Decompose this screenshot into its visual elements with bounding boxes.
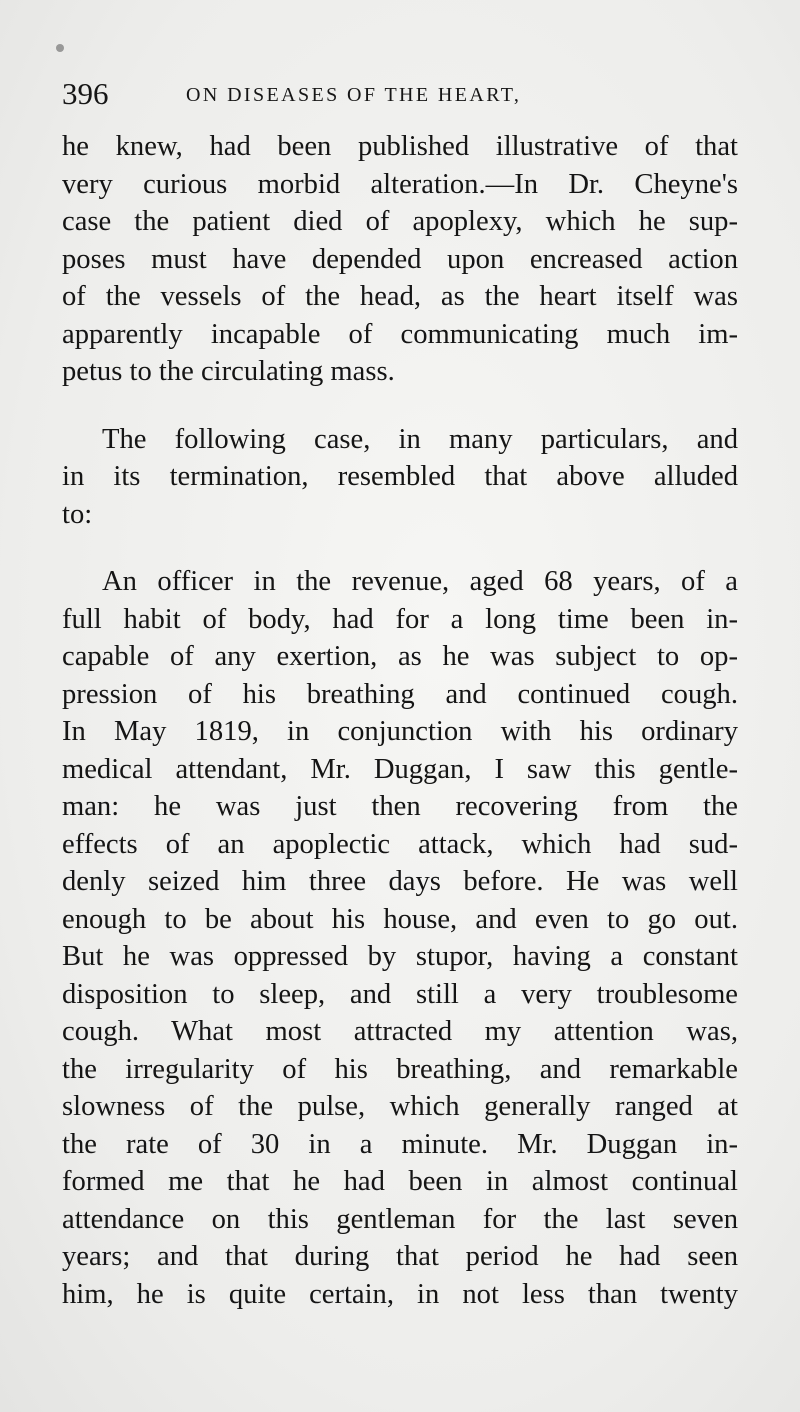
text-line: cough. What most attracted my attention was,: [62, 1016, 738, 1047]
text-line: attendance on this gentleman for the last seven: [62, 1203, 738, 1235]
text-line: full habit of body, had for a long time been in-: [62, 603, 738, 635]
paragraph-2: [62, 421, 738, 534]
text-line: he knew, had been published illustrative of that: [62, 131, 738, 162]
text-line: disposition to sleep, and still a very troublesome: [62, 978, 738, 1010]
text-line: the irregularity of his breathing, and remarkable: [62, 1053, 738, 1085]
page-number: 396: [62, 76, 109, 111]
text-line: very curious morbid alteration.—In Dr. Cheyne's: [62, 168, 738, 200]
text-line: man: he was just then recovering from the: [62, 791, 738, 822]
text-line: pression of his breathing and continued cough.: [62, 678, 738, 710]
paragraph-3: [62, 563, 738, 1313]
text-line: years; and that during that period he had seen: [62, 1241, 738, 1272]
text-line: medical attendant, Mr. Duggan, I saw this gentle-: [62, 753, 738, 785]
body-text: [62, 128, 738, 1313]
text-line: the rate of 30 in a minute. Mr. Duggan in-: [62, 1128, 738, 1160]
text-line: An officer in the revenue, aged 68 years, of a: [102, 566, 738, 597]
text-line: slowness of the pulse, which generally ranged at: [62, 1091, 738, 1122]
text-line: petus to the circulating mass.: [62, 356, 395, 387]
text-line: effects of an apoplectic attack, which had sud-: [62, 828, 738, 860]
paragraph-1: [62, 128, 738, 391]
text-line: to:: [62, 498, 93, 530]
page-header: [62, 74, 742, 114]
text-line: poses must have depended upon encreased action: [62, 243, 738, 275]
ink-speck: [56, 44, 64, 52]
text-line: in its termination, resembled that above alluded: [62, 461, 738, 492]
text-line: enough to be about his house, and even to go out.: [62, 903, 738, 935]
text-line: The following case, in many particulars, and: [102, 423, 738, 455]
text-line: In May 1819, in conjunction with his ordinary: [62, 716, 738, 747]
running-title: ON DISEASES OF THE HEART,: [186, 84, 522, 106]
text-line: apparently incapable of communicating much im-: [62, 318, 738, 350]
text-line: him, he is quite certain, in not less than twenty: [62, 1278, 738, 1310]
text-line: case the patient died of apoplexy, which he sup-: [62, 206, 738, 237]
text-line: formed me that he had been in almost continual: [62, 1166, 738, 1197]
text-line: denly seized him three days before. He was well: [62, 866, 738, 897]
text-line: But he was oppressed by stupor, having a constant: [62, 941, 738, 972]
text-line: capable of any exertion, as he was subject to op-: [62, 641, 738, 672]
text-line: of the vessels of the head, as the heart itself was: [62, 281, 738, 312]
